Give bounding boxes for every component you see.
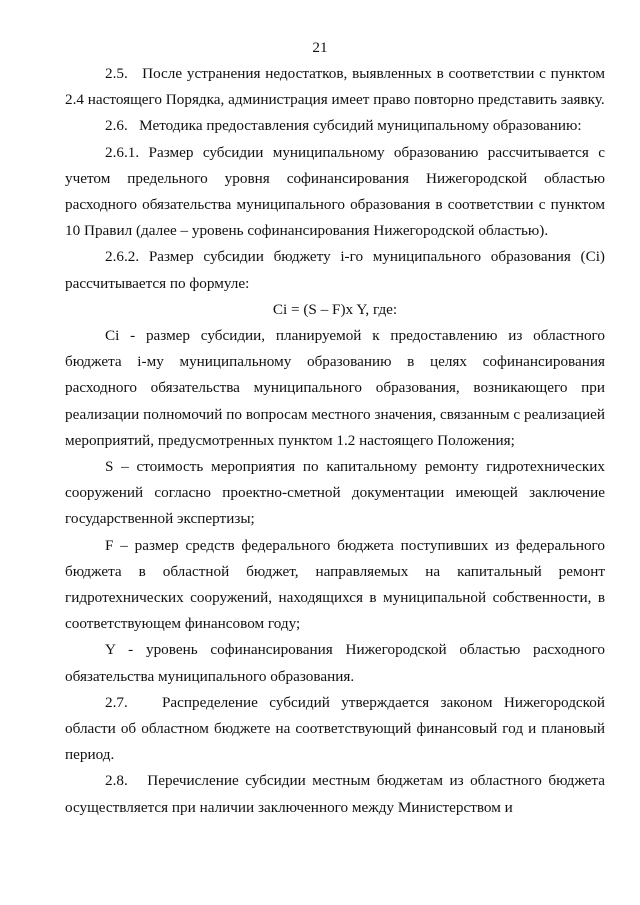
definition-f: F – размер средств федерального бюджета поступивших из федерального бюджета в областной бюджет, направляемых на капитальный ремонт гидротехнических сооружений, находящихся в муниципальной собственности, в соответствующем финансовом году; <box>65 536 605 633</box>
definition-y: Y - уровень софинансирования Нижегородской областью расходного обязательства муниципального образования. <box>65 641 605 685</box>
paragraph-2-7: 2.7. Распределение субсидий утверждается законом Нижегородской области об областном бюджете на соответствующий финансовый год и плановый период. <box>65 693 605 764</box>
paragraph-2-6-2: 2.6.2. Размер субсидии бюджету i-го муниципального образования (Ci) рассчитывается по формуле: <box>65 248 605 292</box>
paragraph-2-5: 2.5. После устранения недостатков, выявленных в соответствии с пунктом 2.4 настоящего Порядка, администрация имеет право повторно представить заявку. <box>65 65 605 109</box>
document-body <box>65 61 605 821</box>
subsidy-formula: Ci = (S – F)x Y, где: <box>272 300 398 318</box>
page-number: 21 <box>312 39 328 56</box>
paragraph-2-6: 2.6. Методика предоставления субсидий муниципальному образованию: <box>105 117 582 135</box>
paragraph-2-8: 2.8. Перечисление субсидии местным бюджетам из областного бюджета осуществляется при наличии заключенного между Министерством и <box>65 772 605 816</box>
definition-s: S – стоимость мероприятия по капитальному ремонту гидротехнических сооружений согласно проектно-сметной документации имеющей заключение государственной экспертизы; <box>65 458 605 528</box>
definition-ci: Ci - размер субсидии, планируемой к предоставлению из областного бюджета i-му муниципальному образованию в целях софинансирования расходного обязательства муниципального образования, возникающего при реализации полномочий по вопросам местного значения, связанным с реализацией мероприятий, предусмотренных пунктом 1.2 настоящего Положения; <box>65 327 605 449</box>
paragraph-2-6-1: 2.6.1. Размер субсидии муниципальному образованию рассчитывается с учетом предельного уровня софинансирования Нижегородской областью расходного обязательства муниципального образования в соответствии с пунктом 10 Правил (далее – уровень софинансирования Нижегородской областью). <box>65 143 605 240</box>
